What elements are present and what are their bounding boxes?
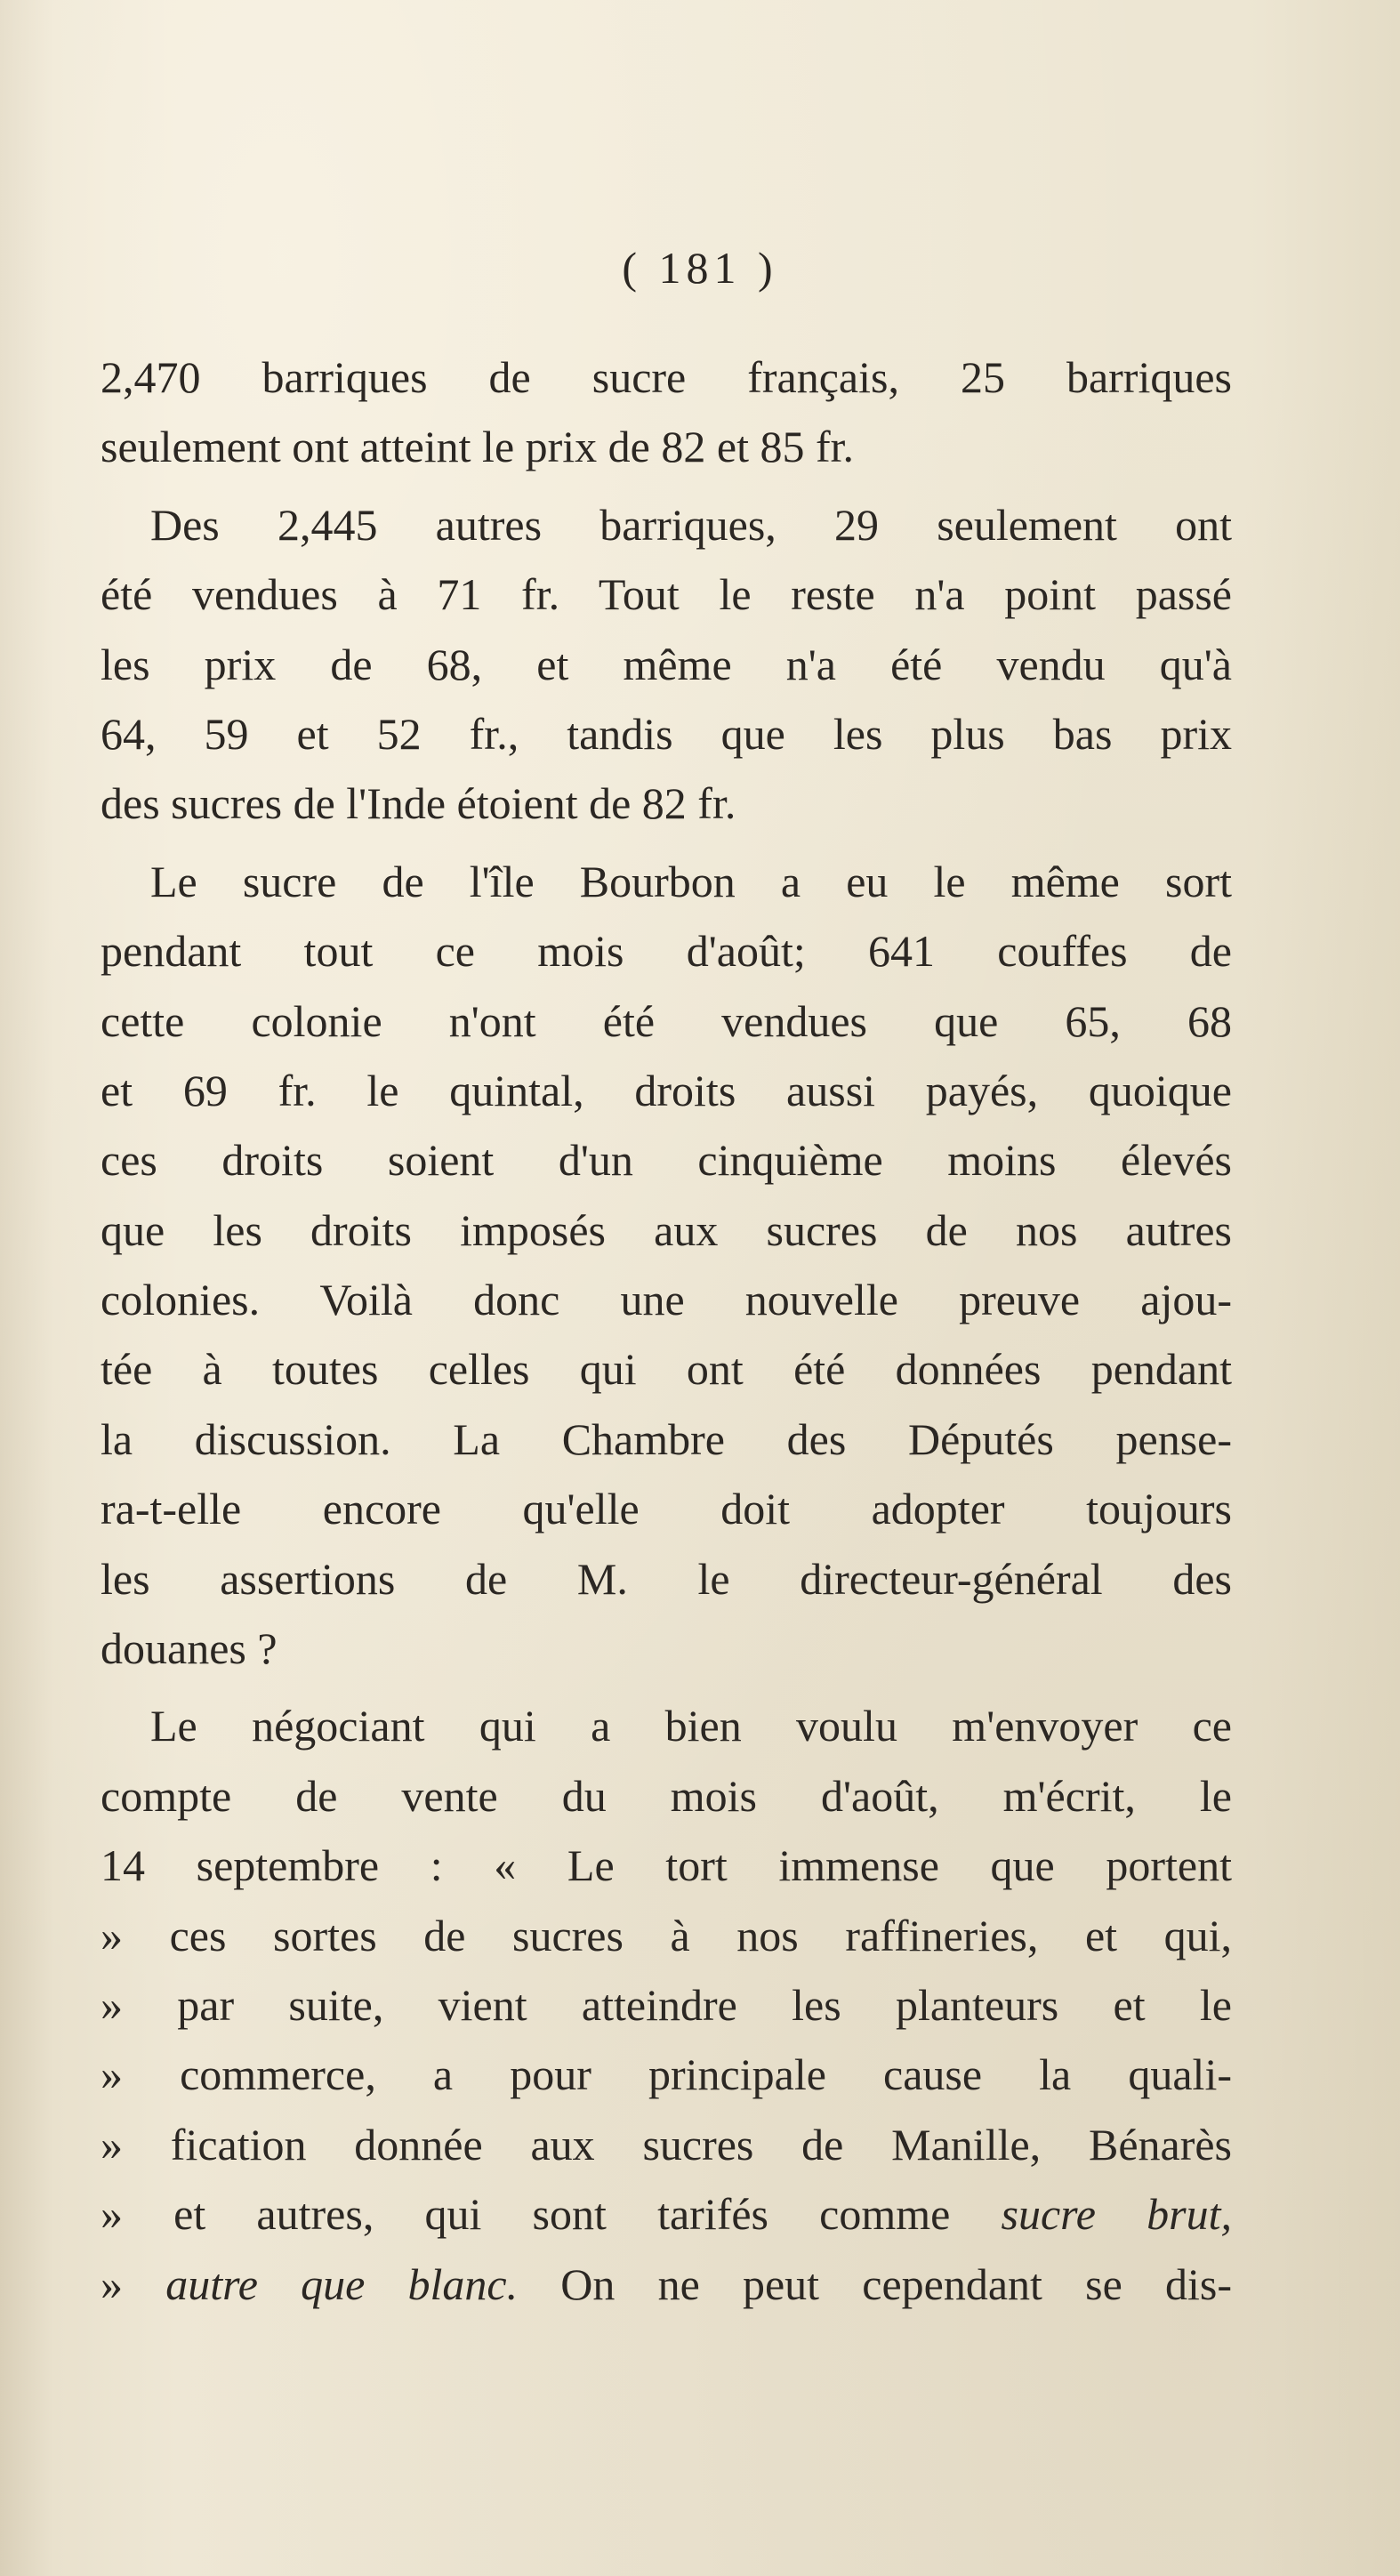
text-line: et 69 fr. le quintal, droits aussi payés, quoique [101, 1065, 1232, 1115]
paragraph [101, 1691, 1232, 2319]
text-line: 14 septembre : « Le tort immense que portent [101, 1840, 1232, 1891]
text-fragment: On ne peut cependant se dis- [518, 2258, 1232, 2309]
italic-fragment: autre que blanc. [165, 2258, 519, 2309]
text-line: que les droits imposés aux sucres de nos autres [101, 1204, 1232, 1255]
text-fragment: » [101, 2258, 166, 2309]
text-line: pendant tout ce mois d'août; 641 couffes de [101, 926, 1232, 977]
body-text [101, 342, 1232, 2319]
text-line: la discussion. La Chambre des Députés pense- [101, 1413, 1232, 1464]
text-line: des sucres de l'Inde étoient de 82 fr. [101, 778, 736, 829]
text-line: ces droits soient d'un cinquième moins élevés [101, 1135, 1232, 1186]
page-number: ( 181 ) [622, 243, 778, 293]
text-line: ra-t-elle encore qu'elle doit adopter toujours [101, 1484, 1232, 1534]
text-line: 64, 59 et 52 fr., tandis que les plus bas prix [101, 708, 1232, 759]
text-line: été vendues à 71 fr. Tout le reste n'a point passé [101, 569, 1232, 620]
text-line: Des 2,445 autres barriques, 29 seulement ont [150, 499, 1232, 550]
text-line: » par suite, vient atteindre les planteurs et le [101, 1979, 1232, 2030]
text-line: » fication donnée aux sucres de Manille, Bénarès [101, 2119, 1232, 2169]
text-line: Le négociant qui a bien voulu m'envoyer ce [150, 1701, 1232, 1751]
text-line: les assertions de M. le directeur-général des [101, 1553, 1232, 1604]
text-line: cette colonie n'ont été vendues que 65, 68 [101, 995, 1232, 1046]
text-line: les prix de 68, et même n'a été vendu qu'à [101, 639, 1232, 689]
text-line: seulement ont atteint le prix de 82 et 85 fr. [101, 422, 854, 472]
text-line [101, 2179, 1232, 2249]
text-line: » commerce, a pour principale cause la quali- [101, 2049, 1232, 2100]
text-line: compte de vente du mois d'août, m'écrit, le [101, 1770, 1232, 1821]
text-line: 2,470 barriques de sucre français, 25 barriques [101, 352, 1232, 402]
text-fragment: » et autres, qui sont tarifés comme [101, 2189, 1002, 2240]
text-line: tée à toutes celles qui ont été données pendant [101, 1344, 1232, 1395]
text-line: Le sucre de l'île Bourbon a eu le même sort [150, 856, 1232, 906]
text-line: douanes ? [101, 1623, 278, 1674]
italic-fragment: sucre brut, [1001, 2189, 1232, 2240]
text-line: » ces sortes de sucres à nos raffineries, et qui, [101, 1910, 1232, 1960]
paragraph [101, 847, 1232, 1684]
paragraph [101, 490, 1232, 839]
text-line [101, 2250, 1232, 2319]
text-line: colonies. Voilà donc une nouvelle preuve ajou- [101, 1275, 1232, 1325]
paragraph [101, 342, 1232, 482]
